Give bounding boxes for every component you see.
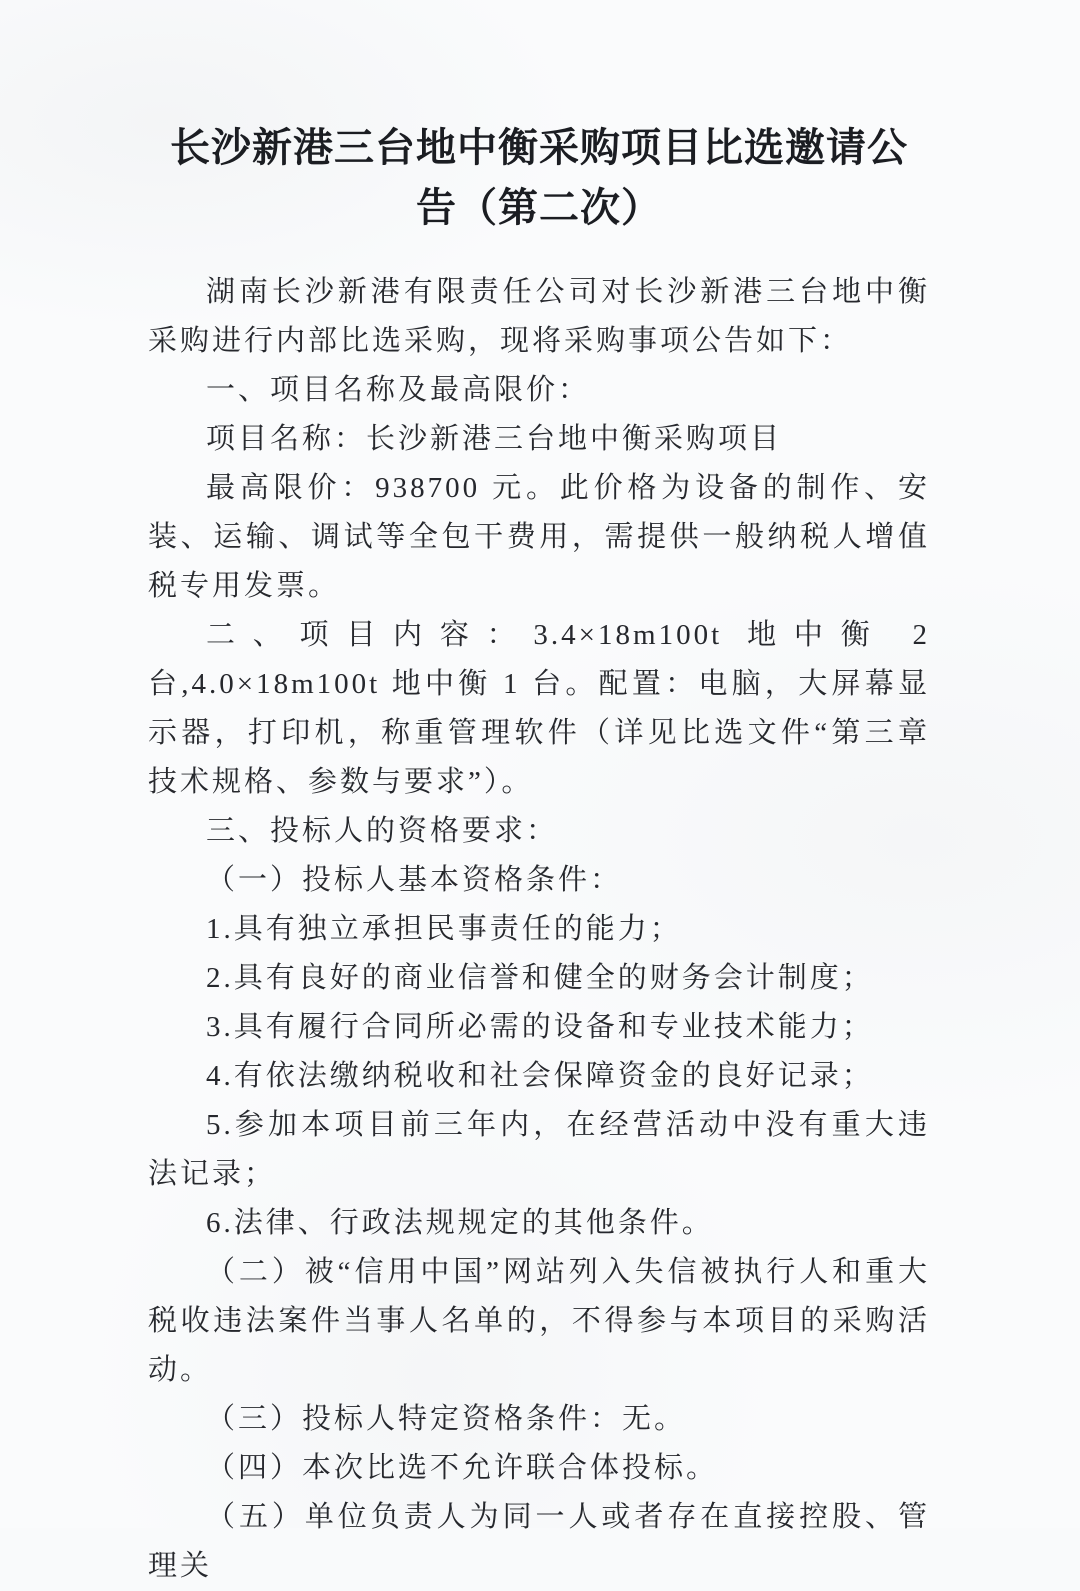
paragraph-basic-qualification-heading: （一）投标人基本资格条件： bbox=[206, 864, 623, 896]
paragraph-same-person-clause: （五）单位负责人为同一人或者存在直接控股、管理关 bbox=[148, 1501, 930, 1582]
paragraph-credit-china-clause: （二）被“信用中国”网站列入失信被执行人和重大税收违法案件当事人名单的，不得参与本项目的采购活动。 bbox=[148, 1256, 930, 1386]
paragraph-qualification-item-1: 1.具有独立承担民事责任的能力； bbox=[206, 913, 682, 945]
paragraph-qualification-item-5: 5.参加本项目前三年内，在经营活动中没有重大违法记录； bbox=[148, 1109, 930, 1190]
document-title bbox=[148, 118, 930, 238]
document-body bbox=[148, 268, 930, 1591]
paragraph-section-1-heading: 一、项目名称及最高限价： bbox=[206, 374, 591, 406]
paragraph-section-2-content: 二、项目内容：3.4×18m100t 地中衡 2 台,4.0×18m100t 地中衡 1 台。配置：电脑，大屏幕显示器，打印机，称重管理软件（详见比选文件“第三章 技术规格、参数与要求”）。 bbox=[148, 619, 930, 798]
document-title-line-1: 长沙新港三台地中衡采购项目比选邀请公 bbox=[170, 125, 908, 170]
paragraph-qualification-item-3: 3.具有履行合同所必需的设备和专业技术能力； bbox=[206, 1011, 874, 1043]
paragraph-no-consortium: （四）本次比选不允许联合体投标。 bbox=[206, 1452, 719, 1484]
document-title-line-2: 告（第二次） bbox=[416, 185, 662, 230]
paragraph-qualification-item-6: 6.法律、行政法规规定的其他条件。 bbox=[206, 1207, 714, 1239]
paragraph-section-3-heading: 三、投标人的资格要求： bbox=[206, 815, 559, 847]
paragraph-intro: 湖南长沙新港有限责任公司对长沙新港三台地中衡采购进行内部比选采购，现将采购事项公告如下： bbox=[148, 276, 930, 357]
paragraph-specific-qualification: （三）投标人特定资格条件：无。 bbox=[206, 1403, 687, 1435]
paragraph-qualification-item-4: 4.有依法缴纳税收和社会保障资金的良好记录； bbox=[206, 1060, 874, 1092]
paragraph-max-price: 最高限价：938700 元。此价格为设备的制作、安装、运输、调试等全包干费用，需提供一般纳税人增值税专用发票。 bbox=[148, 472, 930, 602]
paragraph-qualification-item-2: 2.具有良好的商业信誉和健全的财务会计制度； bbox=[206, 962, 874, 994]
paragraph-project-name: 项目名称：长沙新港三台地中衡采购项目 bbox=[206, 423, 783, 455]
